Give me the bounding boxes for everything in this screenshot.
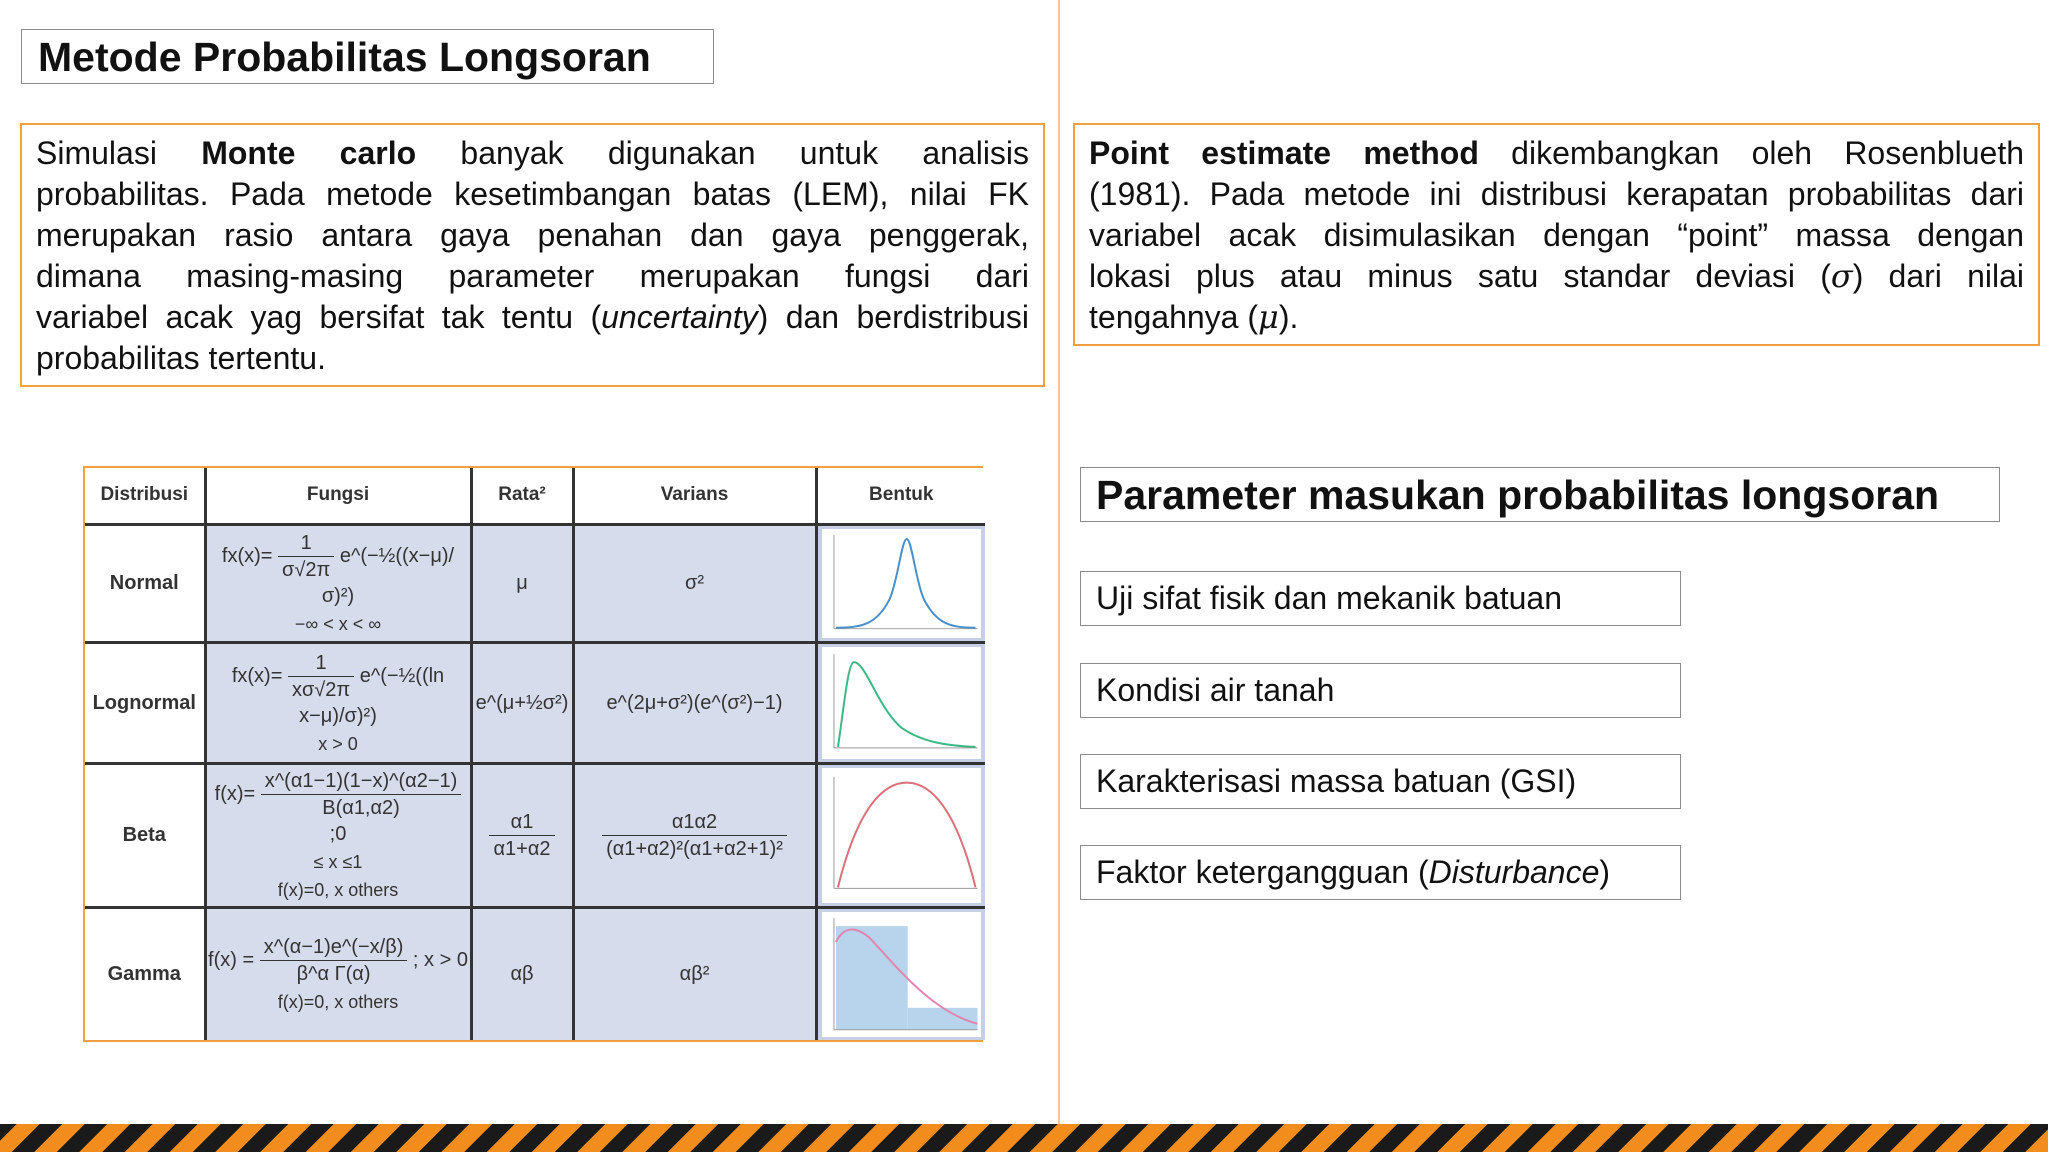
row-name: Beta — [85, 764, 205, 908]
table-row-beta — [85, 764, 985, 908]
gamma-shape-plot — [816, 908, 985, 1040]
beta-curve — [837, 783, 975, 888]
monte-carlo-bold: Monte carlo — [201, 135, 417, 171]
normal-curve — [835, 538, 975, 627]
beta-shape-plot — [816, 764, 985, 908]
header-varians: Varians — [573, 468, 816, 524]
sigma-symbol: σ — [1830, 257, 1853, 295]
left-line-5: variabel acak yag bersifat tak tentu (uncertainty) dan berdistribusi — [36, 299, 1030, 335]
row-name: Normal — [85, 524, 205, 643]
right-line-5: tengahnya (μ). — [1089, 298, 1299, 336]
right-line-1: Point estimate method dikembangkan oleh Rosenblueth — [1089, 135, 2025, 171]
gamma-variance: αβ² — [573, 908, 816, 1040]
monte-carlo-text-box — [20, 123, 1045, 387]
lognormal-curve — [837, 662, 975, 747]
distribution-table — [83, 466, 983, 1042]
param-item-physical-mechanical: Uji sifat fisik dan mekanik batuan — [1080, 571, 1681, 626]
uncertainty-italic: uncertainty — [601, 299, 758, 335]
beta-curve-graph — [822, 768, 982, 903]
header-distribusi: Distribusi — [85, 468, 205, 524]
beta-variance: $\frac{\alpha 1\alpha 2}{\text{(α1+α2)²(α1+α2+1)²}}$ — [573, 764, 816, 908]
right-line-4: lokasi plus atau minus satu standar deviasi (σ) dari nilai — [1089, 257, 2025, 295]
header-fungsi: Fungsi — [205, 468, 471, 524]
gamma-bar-2 — [907, 1008, 977, 1030]
table-row-normal — [85, 524, 985, 643]
table-header-row — [85, 468, 985, 524]
page-title: Metode Probabilitas Longsoran — [38, 34, 651, 80]
vertical-divider — [1058, 0, 1060, 1124]
header-rata: Rata² — [471, 468, 573, 524]
disturbance-italic: Disturbance — [1428, 854, 1600, 890]
normal-variance: σ² — [573, 524, 816, 643]
beta-mean: $\frac{\alpha 1}{\alpha 1+\alpha 2}$ — [471, 764, 573, 908]
lognormal-mean: e^(μ+½σ²) — [471, 643, 573, 764]
lognormal-shape-plot — [816, 643, 985, 764]
right-line-2: (1981). Pada metode ini distribusi kerapatan probabilitas dari — [1089, 176, 2024, 212]
gamma-function: f(x) = $\frac{x\^{}(\alpha-1)e\^{}(-x/\beta)}{\text{β\textasciicircum{}α Γ(α)}}$ ; x > 0 f(x)=0, x others — [205, 908, 471, 1040]
left-line-6: probabilitas tertentu. — [36, 340, 326, 376]
point-estimate-bold: Point estimate method — [1089, 135, 1479, 171]
row-name: Gamma — [85, 908, 205, 1040]
right-line-3: variabel acak disimulasikan dengan “point” massa dengan — [1089, 217, 2024, 253]
left-line-4: dimana masing-masing parameter merupakan fungsi dari — [36, 258, 1029, 294]
param-item-groundwater: Kondisi air tanah — [1080, 663, 1681, 718]
mu-symbol: μ — [1258, 298, 1279, 336]
left-line-1: Simulasi Monte carlo banyak digunakan untuk analisis — [36, 135, 1030, 171]
title-box — [21, 29, 714, 84]
lognormal-variance: e^(2μ+σ²)(e^(σ²)−1) — [573, 643, 816, 764]
normal-mean: μ — [471, 524, 573, 643]
row-name: Lognormal — [85, 643, 205, 764]
table-row-lognormal — [85, 643, 985, 764]
hazard-stripe-footer — [0, 1124, 2048, 1152]
header-bentuk: Bentuk — [816, 468, 985, 524]
gamma-mean: αβ — [471, 908, 573, 1040]
left-line-3: merupakan rasio antara gaya penahan dan gaya penggerak, — [36, 217, 1029, 253]
normal-shape-plot — [816, 524, 985, 643]
parameter-title-box — [1080, 467, 2000, 522]
parameter-title: Parameter masukan probabilitas longsoran — [1096, 472, 1940, 518]
lognormal-function: fx(x)= $\frac{1}{x\sigma√2\pi}$ e^(−½((ln x−μ)/σ)²) x > 0 — [205, 643, 471, 764]
lognormal-curve-graph — [822, 647, 982, 759]
param-item-gsi: Karakterisasi massa batuan (GSI) — [1080, 754, 1681, 809]
left-line-2: probabilitas. Pada metode kesetimbangan batas (LEM), nilai FK — [36, 176, 1029, 212]
point-estimate-text-box — [1073, 123, 2040, 346]
param-item-disturbance: Faktor ketergangguan (Disturbance) — [1080, 845, 1681, 900]
normal-function: fx(x)= $\frac{1}{\sigma√2\pi}$ e^(−½((x−μ)/σ)²) −∞ < x < ∞ — [205, 524, 471, 643]
gamma-curve-graph — [822, 912, 982, 1037]
table-row-gamma — [85, 908, 985, 1040]
beta-function: f(x)= $\frac{x\^{}(\alpha 1-1)(1-x)\^{}(\alpha 2-1)}{B(\alpha 1,\alpha 2)}$ ;0 ≤ x ≤1 f(x)=0, x others — [205, 764, 471, 908]
normal-curve-graph — [822, 529, 982, 639]
